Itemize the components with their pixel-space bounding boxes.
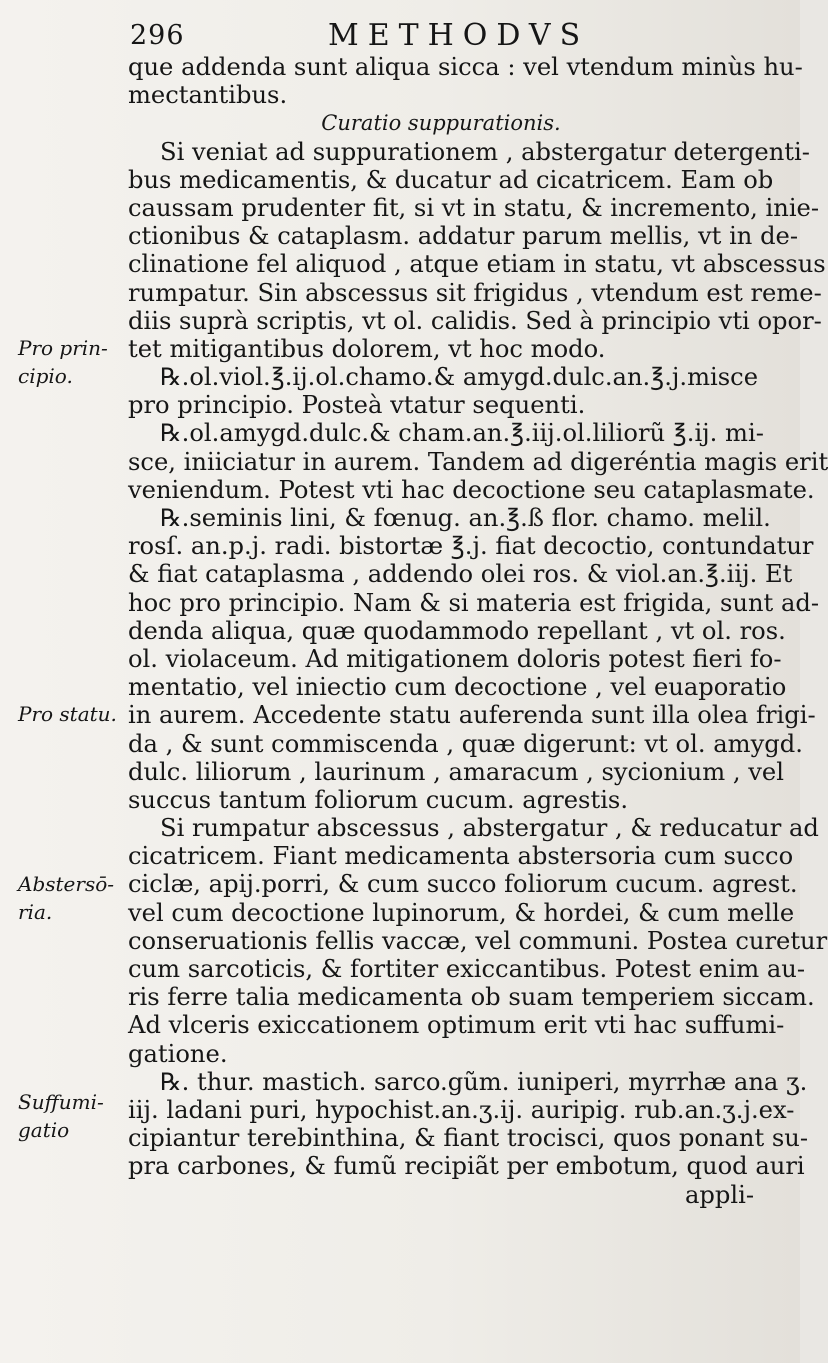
text-line: cum sarcoticis, & fortiter exiccantibus. Potest enim au- — [128, 955, 806, 983]
margin-note-text: Suffumi- gatio — [18, 1090, 104, 1142]
text-line: cicatricem. Fiant medicamenta abstersoria cum succo — [128, 842, 794, 871]
text-line: hoc pro principio. Nam & si materia est frigida, sunt ad- — [128, 588, 820, 617]
body-text — [128, 53, 828, 1209]
page-header — [130, 14, 750, 54]
text-line: pro principio. Posteà vtatur sequenti. — [128, 391, 586, 420]
text-line: Si rumpatur abscessus , abstergatur , & reducatur ad — [160, 814, 819, 843]
text-line: tet mitigantibus dolorem, vt hoc modo. — [128, 334, 606, 363]
text-line: rumpatur. Sin abscessus sit frigidus , vtendum est reme- — [128, 278, 822, 307]
text-line: iij. ladani puri, hypochist.an.ʒ.ij. auripig. rub.an.ʒ.j.ex- — [128, 1095, 795, 1124]
text-line: ris ferre talia medicamenta ob suam temperiem siccam. — [128, 983, 815, 1012]
text-line: diis suprà scriptis, vt ol. calidis. Sed à principio vti opor- — [128, 306, 822, 335]
text-line: rosſ. an.p.j. radi. bistortæ ℥.j. fiat decoctio, contundatur — [128, 532, 814, 561]
text-line: pra carbones, & fumũ recipiãt per embotum, quod auri — [128, 1152, 805, 1181]
text-line: bus medicamentis, & ducatur ad cicatricem. Eam ob — [128, 165, 774, 194]
text-line: gatione. — [128, 1039, 228, 1068]
text-line: in aurem. Accedente statu auferenda sunt illa olea frigi- — [128, 701, 816, 730]
recipe-line: ℞.seminis lini, & fœnug. an.℥.ß flor. chamo. melil. — [160, 504, 771, 532]
text-line: sce, iniiciatur in aurem. Tandem ad digeréntia magis erit — [128, 447, 828, 476]
text-line: cipiantur terebinthina, & fiant trocisci, quos ponant su- — [128, 1124, 809, 1153]
text-line: ol. violaceum. Ad mitigationem doloris potest fieri fo- — [128, 644, 782, 673]
margin-note-text: Pro prin- cipio. — [18, 336, 108, 388]
recipe-line: ℞. thur. mastich. sarco.gũm. iuniperi, myrrhæ ana ʒ. — [160, 1067, 808, 1096]
text-line: mectantibus. — [128, 81, 288, 110]
text-line: que addenda sunt aliqua sicca : vel vtendum minùs hu- — [128, 53, 803, 81]
section-heading: Curatio suppurationis. — [321, 111, 561, 136]
text-line: clinatione fel aliquod , atque etiam in statu, vt abscessus — [128, 250, 826, 279]
margin-note-pro-principio — [18, 334, 128, 390]
text-line: & fiat cataplasma , addendo olei ros. & viol.an.℥.iij. Et — [128, 560, 793, 589]
recipe-line: ℞.ol.amygd.dulc.& cham.an.℥.iij.ol.liliorũ ℥.ij. mi- — [160, 419, 764, 448]
page-number: 296 — [130, 20, 185, 51]
text-line: dulc. liliorum , laurinum , amaracum , sycionium , vel — [128, 757, 784, 786]
text-line: caussam prudenter fit, si vt in statu, & incremento, inie- — [128, 193, 820, 222]
text-line: ctionibus & cataplasm. addatur parum mellis, vt in de- — [128, 222, 799, 251]
text-line: vel cum decoctione lupinorum, & hordei, & cum melle — [128, 898, 795, 927]
text-line: denda aliqua, quæ quodammodo repellant , vt ol. ros. — [128, 616, 786, 645]
recipe-line: ℞.ol.viol.℥.ij.ol.chamo.& amygd.dulc.an.℥.j.misce — [160, 363, 759, 392]
text-line: conseruationis fellis vaccæ, vel communi. Postea curetur — [128, 926, 828, 955]
text-line: Si veniat ad suppurationem , abstergatur detergenti- — [160, 137, 810, 166]
text-line: ciclæ, apij.porri, & cum succo foliorum cucum. agrest. — [128, 870, 798, 899]
margin-note-suffumigatio — [18, 1088, 128, 1144]
text-line: mentatio, vel iniectio cum decoctione , vel euaporatio — [128, 673, 787, 702]
running-title: METHODVS — [328, 18, 590, 53]
catchword: appli- — [684, 1180, 754, 1209]
text-line: veniendum. Potest vti hac decoctione seu cataplasmate. — [128, 475, 815, 504]
margin-note-pro-statu — [18, 700, 128, 728]
margin-note-abstersoria — [18, 870, 128, 926]
margin-note-text: Pro statu. — [18, 702, 117, 726]
text-line: Ad vlceris exiccationem optimum erit vti hac suffumi- — [128, 1011, 785, 1040]
margin-note-text: Abstersō- ria. — [18, 872, 115, 924]
text-line: da , & sunt commiscenda , quæ digerunt: vt ol. amygd. — [128, 729, 803, 758]
text-line: succus tantum foliorum cucum. agrestis. — [128, 785, 629, 814]
